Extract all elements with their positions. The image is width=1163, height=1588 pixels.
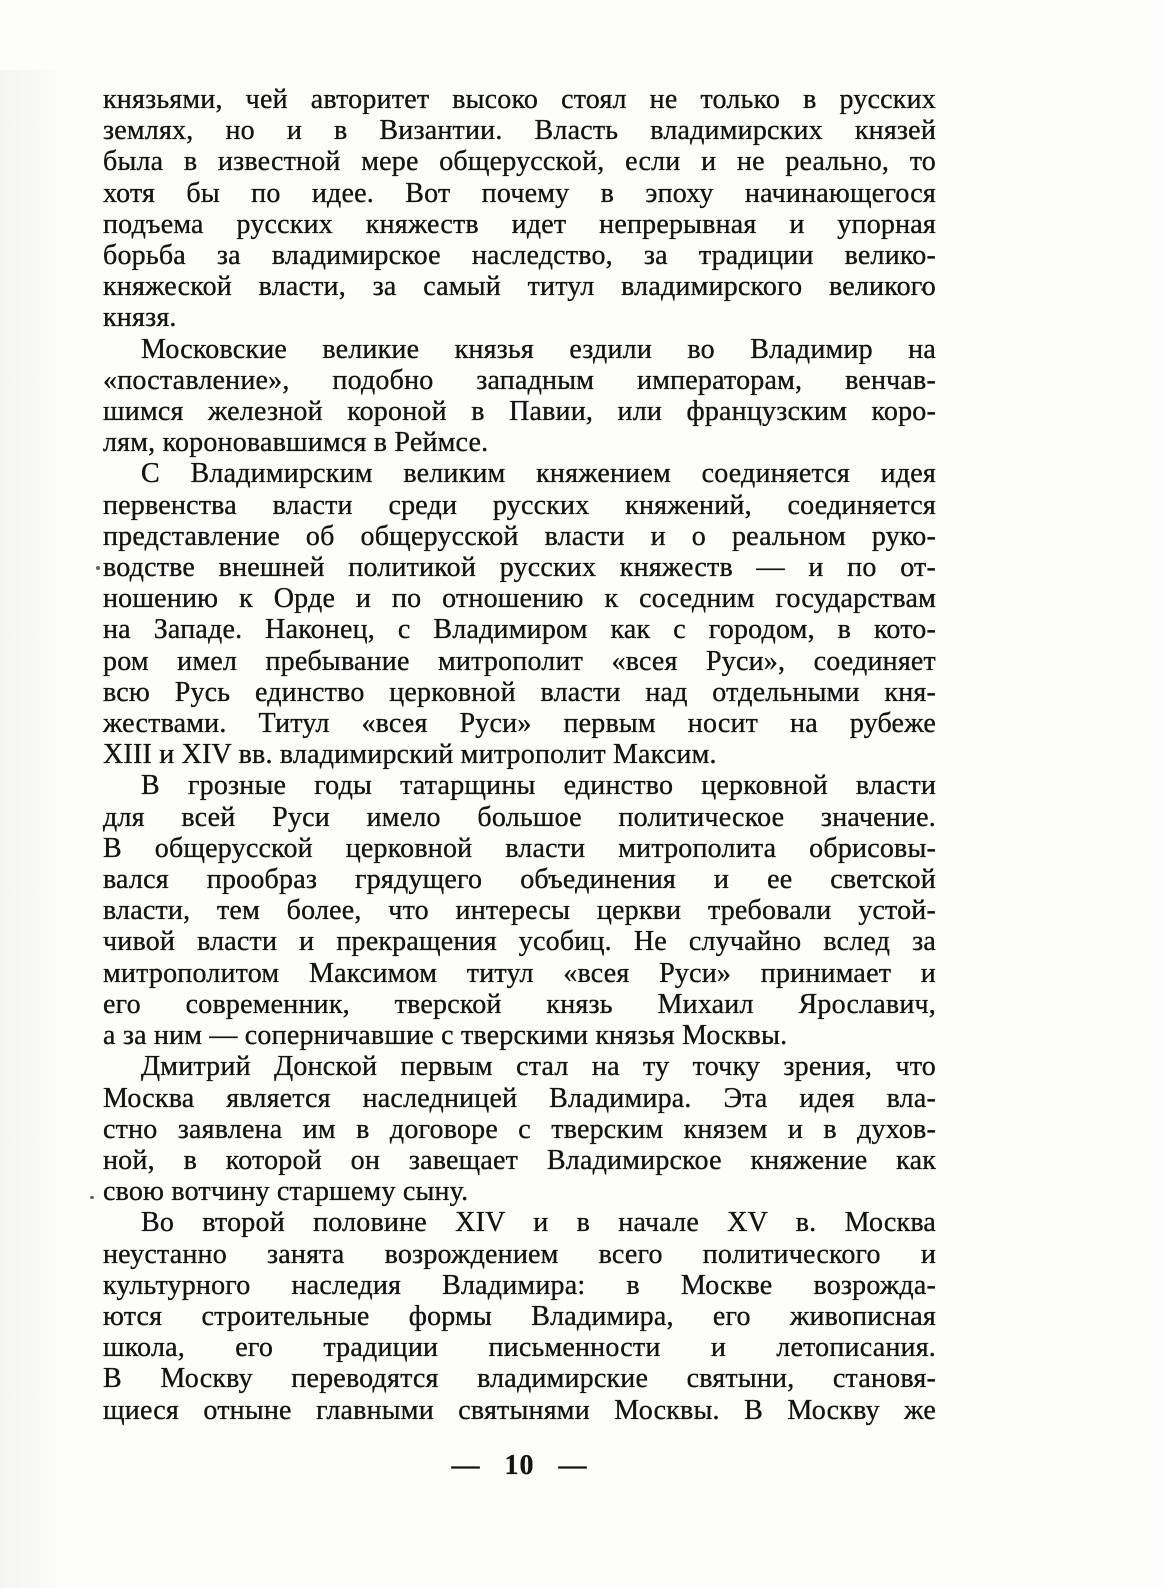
- text-line: для всей Руси имело большое политическое значение.: [103, 801, 936, 833]
- text-line: ром имел пребывание митрополит «всея Руси», соединяет: [103, 645, 936, 677]
- text-line: была в известной мере общерусской, если и не реально, то: [103, 146, 936, 178]
- text-line: щиеся отныне главными святынями Москвы. В Москву же: [103, 1394, 936, 1426]
- text-line: ются строительные формы Владимира, его живописная: [103, 1300, 936, 1332]
- text-line: князя.: [103, 302, 177, 334]
- text-line: представление об общерусской власти и о реальном руко-: [103, 520, 936, 552]
- text-line: культурного наследия Владимира: в Москве возрожда-: [103, 1269, 936, 1301]
- text-line: Московские великие князья ездили во Владимир на: [141, 333, 936, 365]
- text-line: на Западе. Наконец, с Владимиром как с городом, в кото-: [103, 614, 936, 646]
- text-line: княжеской власти, за самый титул владимирского великого: [103, 271, 936, 303]
- text-line: стно заявлена им в договоре с тверским князем и в духов-: [103, 1113, 936, 1145]
- text-line: XIII и XIV вв. владимирский митрополит Максим.: [103, 739, 717, 771]
- paragraph: [103, 1051, 936, 1207]
- page-number: — 10 —: [451, 1450, 588, 1481]
- text-block: [103, 84, 936, 1426]
- scan-artifact: [90, 1196, 94, 1199]
- text-line: всю Русь единство церковной власти над отдельными кня-: [103, 676, 936, 708]
- text-line: В Москву переводятся владимирские святыни, становя-: [103, 1363, 936, 1395]
- text-line: власти, тем более, что интересы церкви требовали устой-: [103, 895, 936, 927]
- text-line: митрополитом Максимом титул «всея Руси» принимает и: [103, 957, 936, 989]
- text-line: свою вотчину старшему сыну.: [103, 1176, 469, 1208]
- text-line: ношению к Орде и по отношению к соседним государствам: [103, 583, 936, 615]
- text-line: С Владимирским великим княжением соединяется идея: [141, 458, 936, 490]
- text-line: а за ним — соперничавшие с тверскими князья Москвы.: [103, 1020, 788, 1052]
- text-line: В общерусской церковной власти митрополита обрисовы-: [103, 832, 936, 864]
- text-line: В грозные годы татарщины единство церковной власти: [141, 770, 936, 802]
- text-line: подъема русских княжеств идет непрерывная и упорная: [103, 208, 936, 240]
- text-line: неустанно занята возрождением всего политического и: [103, 1238, 936, 1270]
- text-line: князьями, чей авторитет высоко стоял не только в русских: [103, 84, 936, 115]
- text-line: жествами. Титул «всея Руси» первым носит на рубеже: [103, 708, 936, 740]
- paragraph: [103, 1207, 936, 1425]
- text-line: его современник, тверской князь Михаил Ярославич,: [103, 988, 936, 1020]
- text-line: борьба за владимирское наследство, за традиции велико-: [103, 240, 936, 272]
- text-line: шимся железной короной в Павии, или французским коро-: [103, 396, 936, 428]
- text-line: землях, но и в Византии. Власть владимирских князей: [103, 115, 936, 147]
- text-line: «поставление», подобно западным императорам, венчав-: [103, 364, 936, 396]
- paragraph: [103, 770, 936, 1051]
- text-line: Во второй половине XIV и в начале XV в. Москва: [141, 1207, 936, 1239]
- text-line: Москва является наследницей Владимира. Эта идея вла-: [103, 1082, 936, 1114]
- text-line: водстве внешней политикой русских княжеств — и по от-: [103, 552, 936, 584]
- scan-artifact: [96, 566, 100, 570]
- text-line: ной, в которой он завещает Владимирское княжение как: [103, 1144, 936, 1176]
- paragraph: [103, 334, 936, 459]
- text-line: чивой власти и прекращения усобиц. Не случайно вслед за: [103, 926, 936, 958]
- text-line: хотя бы по идее. Вот почему в эпоху начинающегося: [103, 177, 936, 209]
- text-line: Дмитрий Донской первым стал на ту точку зрения, что: [141, 1051, 936, 1083]
- text-line: школа, его традиции письменности и летописания.: [103, 1332, 936, 1364]
- text-line: лям, короновавшимся в Реймсе.: [103, 427, 489, 459]
- text-line: вался прообраз грядущего объединения и ее светской: [103, 864, 936, 896]
- paragraph: [103, 458, 936, 770]
- paragraph: [103, 84, 936, 334]
- text-line: первенства власти среди русских княжений, соединяется: [103, 489, 936, 521]
